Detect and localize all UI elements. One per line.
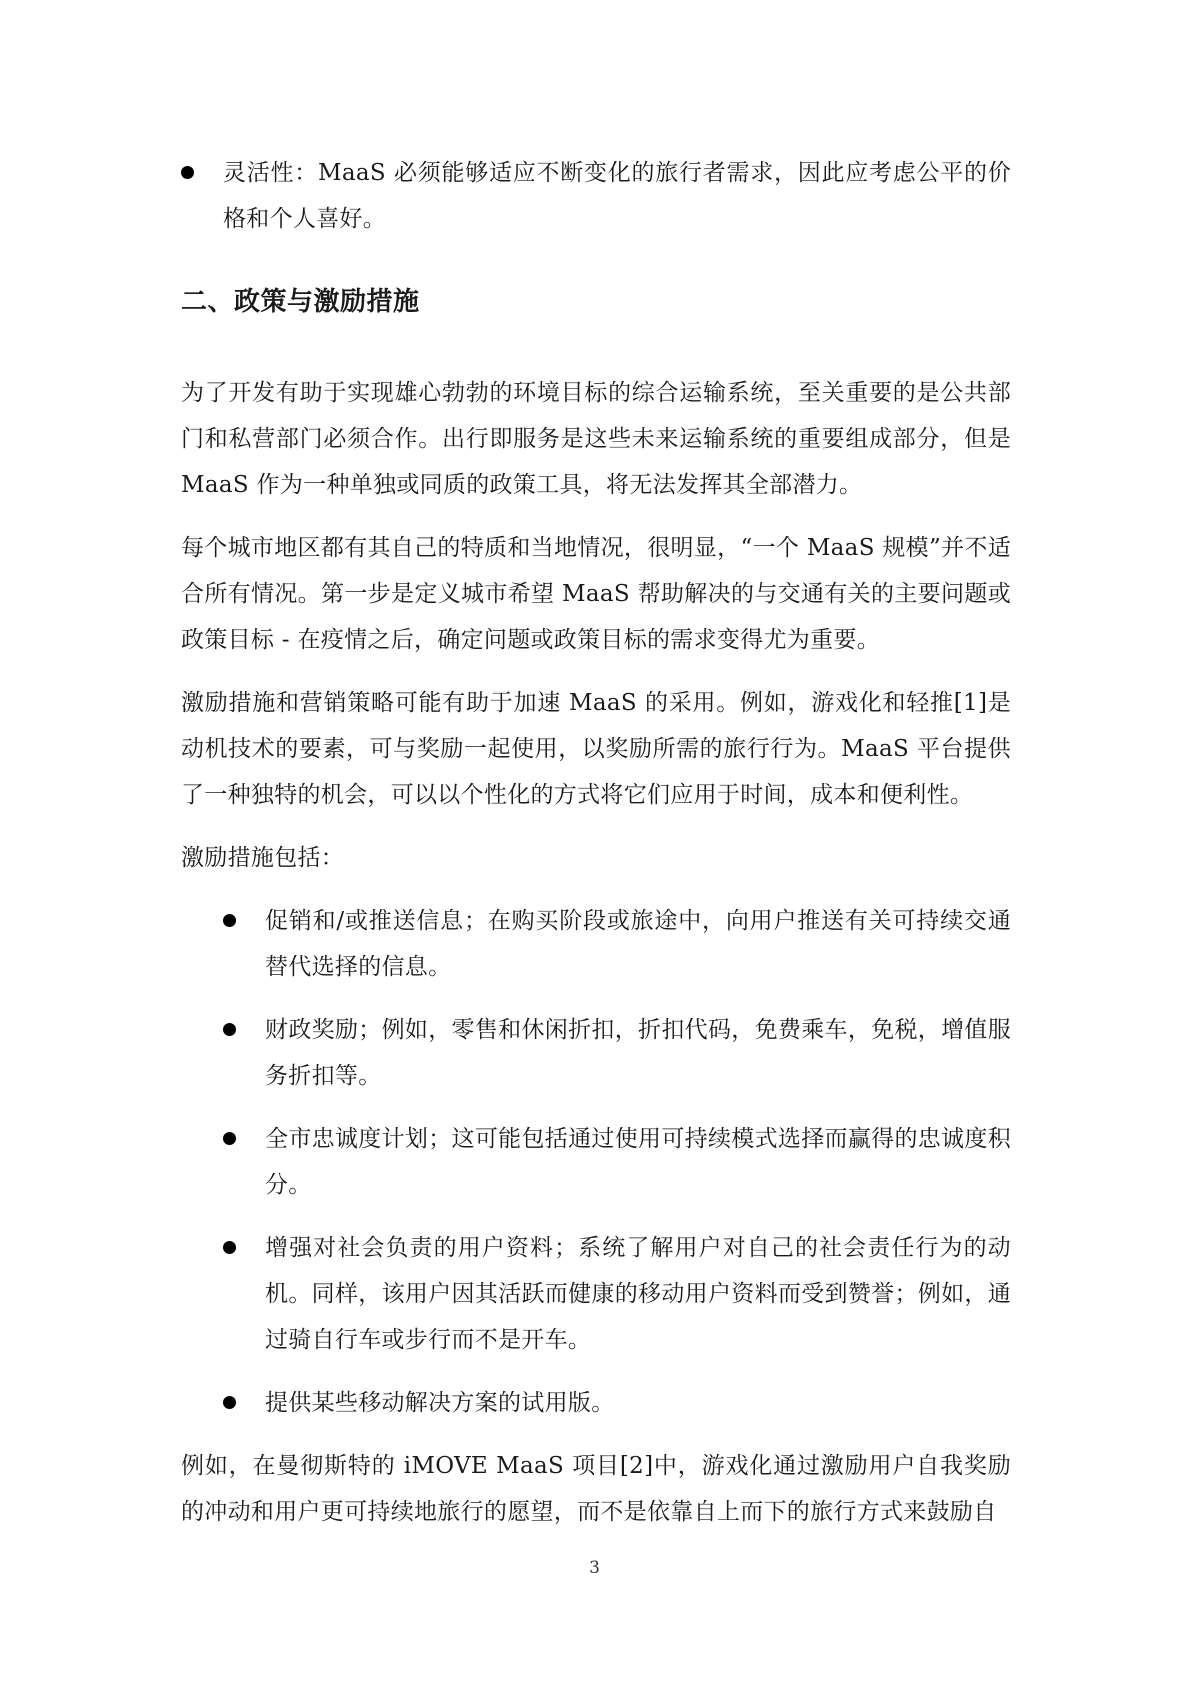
bullet-dot-icon <box>223 914 236 927</box>
list-item-text: 全市忠诚度计划；这可能包括通过使用可持续模式选择而赢得的忠诚度积分。 <box>265 1126 1011 1198</box>
list-item <box>181 150 1011 242</box>
page-content <box>181 150 1011 1552</box>
body-paragraph: 为了开发有助于实现雄心勃勃的环境目标的综合运输系统，至关重要的是公共部门和私营部门必须合作。出行即服务是这些未来运输系统的重要组成部分，但是 MaaS 作为一种单独或同质的政策工具，将无法发挥其全部潜力。 <box>181 380 1011 498</box>
bullet-dot-icon <box>223 1132 236 1145</box>
incentive-list <box>181 898 1011 1426</box>
closing-paragraph: 例如，在曼彻斯特的 iMOVE MaaS 项目[2]中，游戏化通过激励用户自我奖励的冲动和用户更可持续地旅行的愿望，而不是依靠自上而下的旅行方式来鼓励自 <box>181 1453 1011 1525</box>
section-heading: 二、政策与激励措施 <box>181 287 420 317</box>
list-item-text: 灵活性：MaaS 必须能够适应不断变化的旅行者需求，因此应考虑公平的价格和个人喜好。 <box>223 160 1011 232</box>
body-paragraph: 每个城市地区都有其自己的特质和当地情况，很明显，“一个 MaaS 规模”并不适合所有情况。第一步是定义城市希望 MaaS 帮助解决的与交通有关的主要问题或政策目标 - 在疫情之后，确定问题或政策目标的需求变得尤为重要。 <box>181 535 1011 653</box>
list-item <box>181 898 1011 990</box>
bullet-dot-icon <box>223 1396 236 1409</box>
body-paragraph: 激励措施和营销策略可能有助于加速 MaaS 的采用。例如，游戏化和轻推[1]是动机技术的要素，可与奖励一起使用，以奖励所需的旅行行为。MaaS 平台提供了一种独特的机会，可以以个性化的方式将它们应用于时间，成本和便利性。 <box>181 690 1011 808</box>
incentives-intro: 激励措施包括： <box>181 845 345 871</box>
list-item-text: 增强对社会负责的用户资料；系统了解用户对自己的社会责任行为的动机。同样，该用户因其活跃而健康的移动用户资料而受到赞誉；例如，通过骑自行车或步行而不是开车。 <box>265 1235 1011 1353</box>
bullet-dot-icon <box>223 1241 236 1254</box>
list-item <box>181 1380 1011 1426</box>
list-item <box>181 1007 1011 1099</box>
list-item-text: 提供某些移动解决方案的试用版。 <box>265 1390 615 1416</box>
list-item-text: 财政奖励；例如，零售和休闲折扣，折扣代码，免费乘车，免税，增值服务折扣等。 <box>265 1017 1011 1089</box>
top-bullet-list <box>181 150 1011 242</box>
page-number: 3 <box>589 1558 600 1578</box>
list-item <box>181 1225 1011 1363</box>
list-item-text: 促销和/或推送信息；在购买阶段或旅途中，向用户推送有关可持续交通替代选择的信息。 <box>265 908 1011 980</box>
bullet-dot-icon <box>181 166 194 179</box>
list-item <box>181 1116 1011 1208</box>
bullet-dot-icon <box>223 1023 236 1036</box>
